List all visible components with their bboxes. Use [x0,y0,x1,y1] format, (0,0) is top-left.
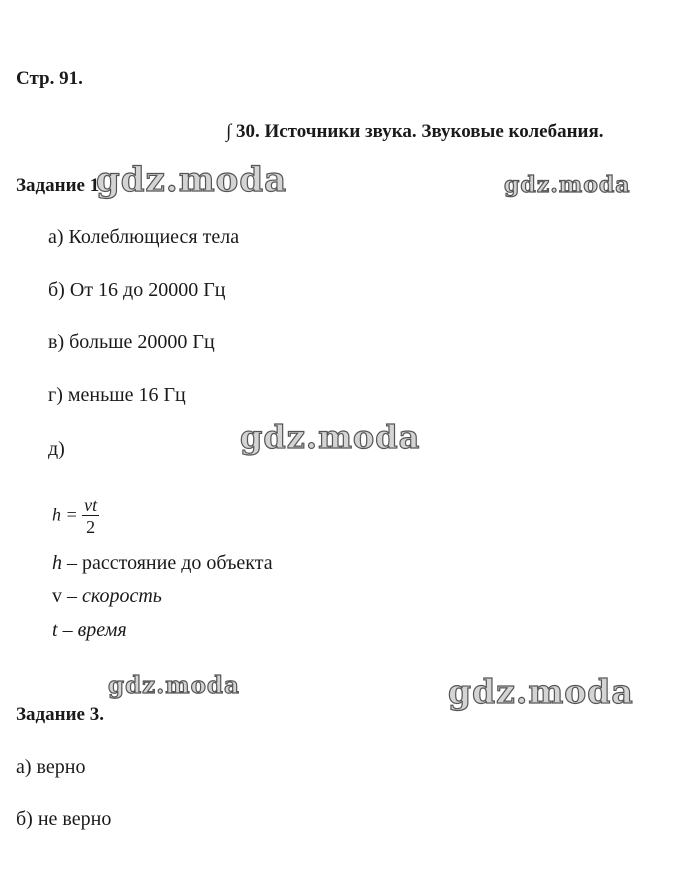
answer-3a: а) верно [16,756,86,778]
formula-fraction [82,495,99,538]
answer-3b: б) не верно [16,808,112,830]
legend-t [52,619,127,642]
answer-e: д) [48,438,65,460]
answer-b: б) От 16 до 20000 Гц [48,279,226,301]
watermark-logo: gdz.moda [108,672,240,699]
answer-a: а) Колеблющиеся тела [48,226,240,248]
legend-text: – расстояние до объекта [62,552,273,574]
answer-c: в) больше 20000 Гц [48,331,215,353]
formula-numerator: vt [84,495,98,515]
legend-h [52,552,273,575]
formula-denominator: 2 [86,517,96,537]
task-3-heading: Задание 3. [16,704,104,725]
task-1-heading: Задание 1. [16,175,104,196]
formula-lhs: h = [52,504,78,525]
legend-text: – скорость [62,585,162,607]
page-number: Стр. 91. [16,68,83,89]
watermark-logo: gdz.moda [96,160,288,200]
legend-symbol: t [52,619,58,641]
legend-text: – время [57,619,127,641]
watermark-logo: gdz.moda [504,172,631,198]
legend-v [52,585,162,608]
formula [52,495,99,538]
watermark-logo: gdz.moda [240,418,421,456]
answer-d: г) меньше 16 Гц [48,384,186,406]
watermark-logo: gdz.moda [448,672,634,711]
legend-symbol: h [52,552,62,574]
section-title: ∫ 30. Источники звука. Звуковые колебания. [226,121,604,142]
legend-symbol: v [52,585,62,607]
